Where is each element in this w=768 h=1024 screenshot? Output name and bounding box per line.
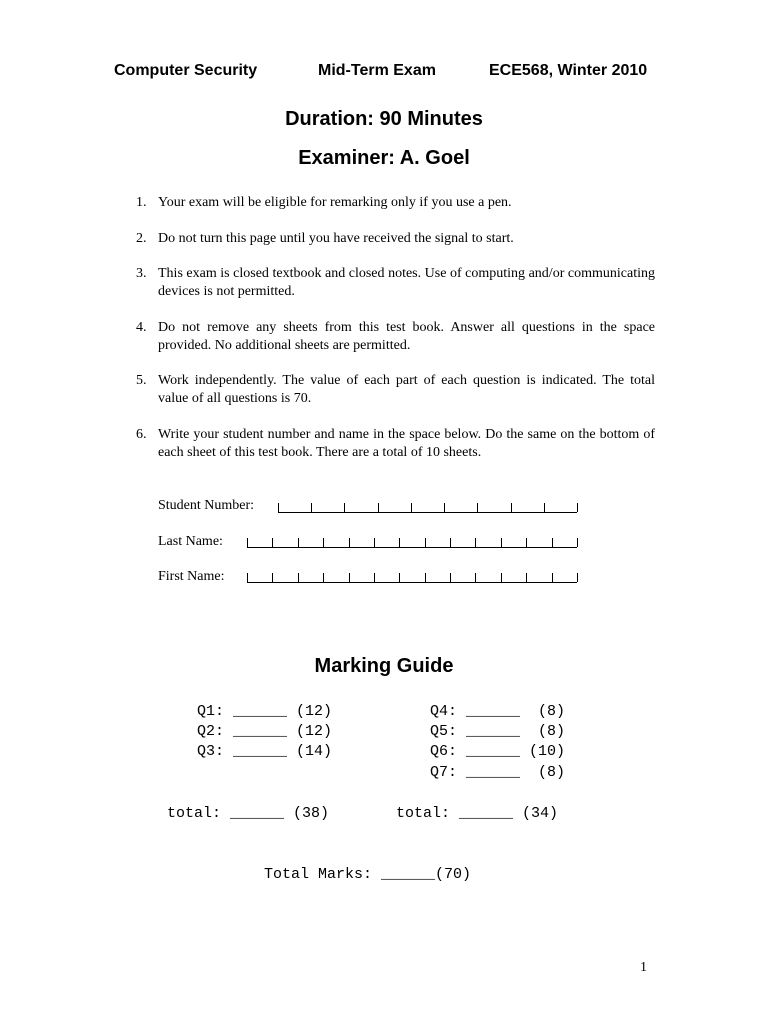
- box-divider: [378, 503, 379, 512]
- box-divider: [501, 573, 502, 582]
- marking-row-q3: Q3: ______ (14): [197, 743, 333, 760]
- box-divider: [411, 503, 412, 512]
- student-number-boxes[interactable]: [278, 503, 577, 513]
- box-divider: [577, 503, 578, 512]
- total-marks: Total Marks: ______(70): [264, 866, 472, 883]
- rule-item: [136, 265, 655, 301]
- marking-row-q7: Q7: ______ (8): [430, 764, 566, 781]
- box-divider: [374, 538, 375, 547]
- rule-text: Do not remove any sheets from this test book. Answer all questions in the space provided. No additional sheets are permitted.: [158, 320, 655, 353]
- marking-row-q4: Q4: ______ (8): [430, 703, 566, 720]
- rule-number: 5.: [136, 373, 147, 388]
- rule-item: [136, 230, 655, 248]
- box-divider: [272, 573, 273, 582]
- rule-text: Work independently. The value of each part of each question is indicated. The total value of all questions is 70.: [158, 373, 655, 406]
- box-divider: [501, 538, 502, 547]
- student-number-label: Student Number:: [158, 498, 255, 513]
- rule-number: 3.: [136, 266, 147, 281]
- box-divider: [552, 538, 553, 547]
- box-divider: [526, 573, 527, 582]
- box-divider: [526, 538, 527, 547]
- box-divider: [374, 573, 375, 582]
- first-name-boxes[interactable]: [247, 573, 577, 583]
- rule-number: 4.: [136, 320, 147, 335]
- box-divider: [425, 573, 426, 582]
- rule-number: 2.: [136, 231, 147, 246]
- course-code: ECE568, Winter 2010: [489, 62, 648, 79]
- marking-row-q2: Q2: ______ (12): [197, 723, 333, 740]
- box-divider: [475, 573, 476, 582]
- rule-text: Write your student number and name in the space below. Do the same on the bottom of each sheet of this test book. There are a total of 10 sheets.: [158, 427, 655, 460]
- box-divider: [298, 538, 299, 547]
- box-divider: [511, 503, 512, 512]
- box-divider: [323, 573, 324, 582]
- box-divider: [272, 538, 273, 547]
- marking-row-q6: Q6: ______ (10): [430, 743, 566, 760]
- marking-row-q1: Q1: ______ (12): [197, 703, 333, 720]
- box-divider: [399, 573, 400, 582]
- last-name-label: Last Name:: [158, 534, 223, 549]
- box-divider: [544, 503, 545, 512]
- box-divider: [298, 573, 299, 582]
- rule-text: Your exam will be eligible for remarking only if you use a pen.: [158, 195, 512, 210]
- right-total: total: ______ (34): [396, 805, 559, 822]
- rule-item: [136, 319, 655, 355]
- box-divider: [477, 503, 478, 512]
- rule-number: 1.: [136, 195, 147, 210]
- course-title: Computer Security: [114, 62, 258, 79]
- box-divider: [425, 538, 426, 547]
- first-name-label: First Name:: [158, 569, 225, 584]
- exam-duration: Duration: 90 Minutes: [285, 108, 483, 130]
- box-divider: [349, 573, 350, 582]
- rule-item: [136, 426, 655, 462]
- rule-item: [136, 194, 655, 212]
- box-divider: [450, 573, 451, 582]
- box-divider: [450, 538, 451, 547]
- rule-item: [136, 372, 655, 408]
- marking-row-q5: Q5: ______ (8): [430, 723, 566, 740]
- box-divider: [344, 503, 345, 512]
- last-name-boxes[interactable]: [247, 538, 577, 548]
- box-divider: [323, 538, 324, 547]
- marking-guide-title: Marking Guide: [314, 655, 454, 677]
- page-number: 1: [640, 960, 647, 975]
- left-total: total: ______ (38): [167, 805, 330, 822]
- rule-number: 6.: [136, 427, 147, 442]
- rule-text: This exam is closed textbook and closed notes. Use of computing and/or communicating devices is not permitted.: [158, 266, 655, 299]
- box-divider: [399, 538, 400, 547]
- rule-text: Do not turn this page until you have received the signal to start.: [158, 231, 514, 246]
- box-divider: [552, 573, 553, 582]
- box-divider: [311, 503, 312, 512]
- examiner: Examiner: A. Goel: [298, 147, 470, 169]
- box-divider: [577, 573, 578, 582]
- box-divider: [349, 538, 350, 547]
- box-divider: [444, 503, 445, 512]
- exam-type: Mid-Term Exam: [318, 62, 436, 79]
- box-divider: [475, 538, 476, 547]
- box-divider: [577, 538, 578, 547]
